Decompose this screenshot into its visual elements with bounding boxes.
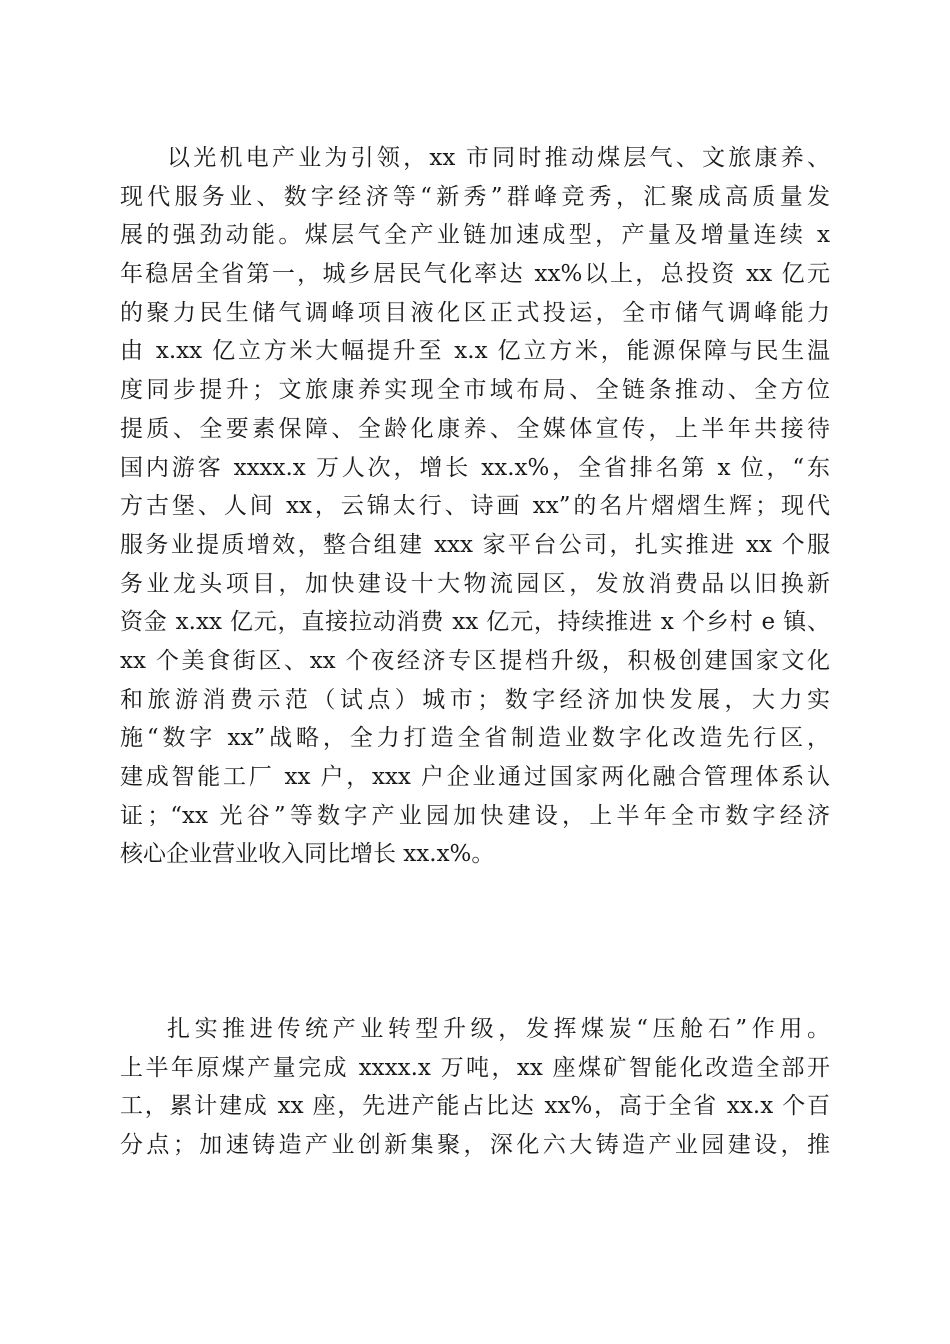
text-line: 的聚力民生储气调峰项目液化区正式投运，全市储气调峰能力 — [120, 299, 830, 326]
text-line: 上半年原煤产量完成 xxxx.x 万吨，xx 座煤矿智能化改造全部开 — [120, 1054, 830, 1081]
text-line: 方古堡、人间 xx，云锦太行、诗画 xx”的名片熠熠生辉；现代 — [120, 493, 830, 520]
text-line: 由 x.xx 亿立方米大幅提升至 x.x 亿立方米，能源保障与民生温 — [120, 338, 830, 365]
text-line: 度同步提升；文旅康养实现全市域布局、全链条推动、全方位 — [120, 377, 830, 404]
text-line: 工，累计建成 xx 座，先进产能占比达 xx%，高于全省 xx.x 个百 — [120, 1093, 830, 1120]
text-line: 资金 x.xx 亿元，直接拉动消费 xx 亿元，持续推进 x 个乡村 e 镇、 — [120, 609, 830, 636]
text-line: xx 个美食街区、xx 个夜经济专区提档升级，积极创建国家文化 — [120, 647, 830, 674]
text-line: 证；“xx 光谷”等数字产业园加快建设，上半年全市数字经济 — [120, 802, 830, 829]
text-line: 施“数字 xx”战略，全力打造全省制造业数字化改造先行区， — [120, 725, 830, 752]
text-line: 扎实推进传统产业转型升级，发挥煤炭“压舱石”作用。 — [167, 1016, 830, 1042]
text-line: 提质、全要素保障、全龄化康养、全媒体宣传，上半年共接待 — [120, 415, 830, 442]
text-line: 核心企业营业收入同比增长 xx.x%。 — [120, 841, 495, 868]
text-line: 现代服务业、数字经济等“新秀”群峰竞秀，汇聚成高质量发 — [120, 183, 830, 210]
text-line: 以光机电产业为引领，xx 市同时推动煤层气、文旅康养、 — [167, 145, 830, 171]
text-line: 服务业提质增效，整合组建 xxx 家平台公司，扎实推进 xx 个服 — [120, 531, 830, 558]
text-line: 务业龙头项目，加快建设十大物流园区，发放消费品以旧换新 — [120, 570, 830, 597]
text-line: 和旅游消费示范（试点）城市；数字经济加快发展，大力实 — [120, 686, 830, 713]
text-line: 国内游客 xxxx.x 万人次，增长 xx.x%，全省排名第 x 位，“东 — [120, 454, 830, 481]
text-line: 年稳居全省第一，城乡居民气化率达 xx%以上，总投资 xx 亿元 — [120, 261, 830, 288]
paragraph-industry-development — [120, 139, 830, 874]
text-line: 分点；加速铸造产业创新集聚，深化六大铸造产业园建设，推 — [120, 1132, 830, 1159]
paragraph-traditional-industry — [120, 1010, 830, 1165]
text-line: 建成智能工厂 xx 户，xxx 户企业通过国家两化融合管理体系认 — [120, 764, 830, 790]
text-line: 展的强劲动能。煤层气全产业链加速成型，产量及增量连续 x — [120, 222, 830, 249]
